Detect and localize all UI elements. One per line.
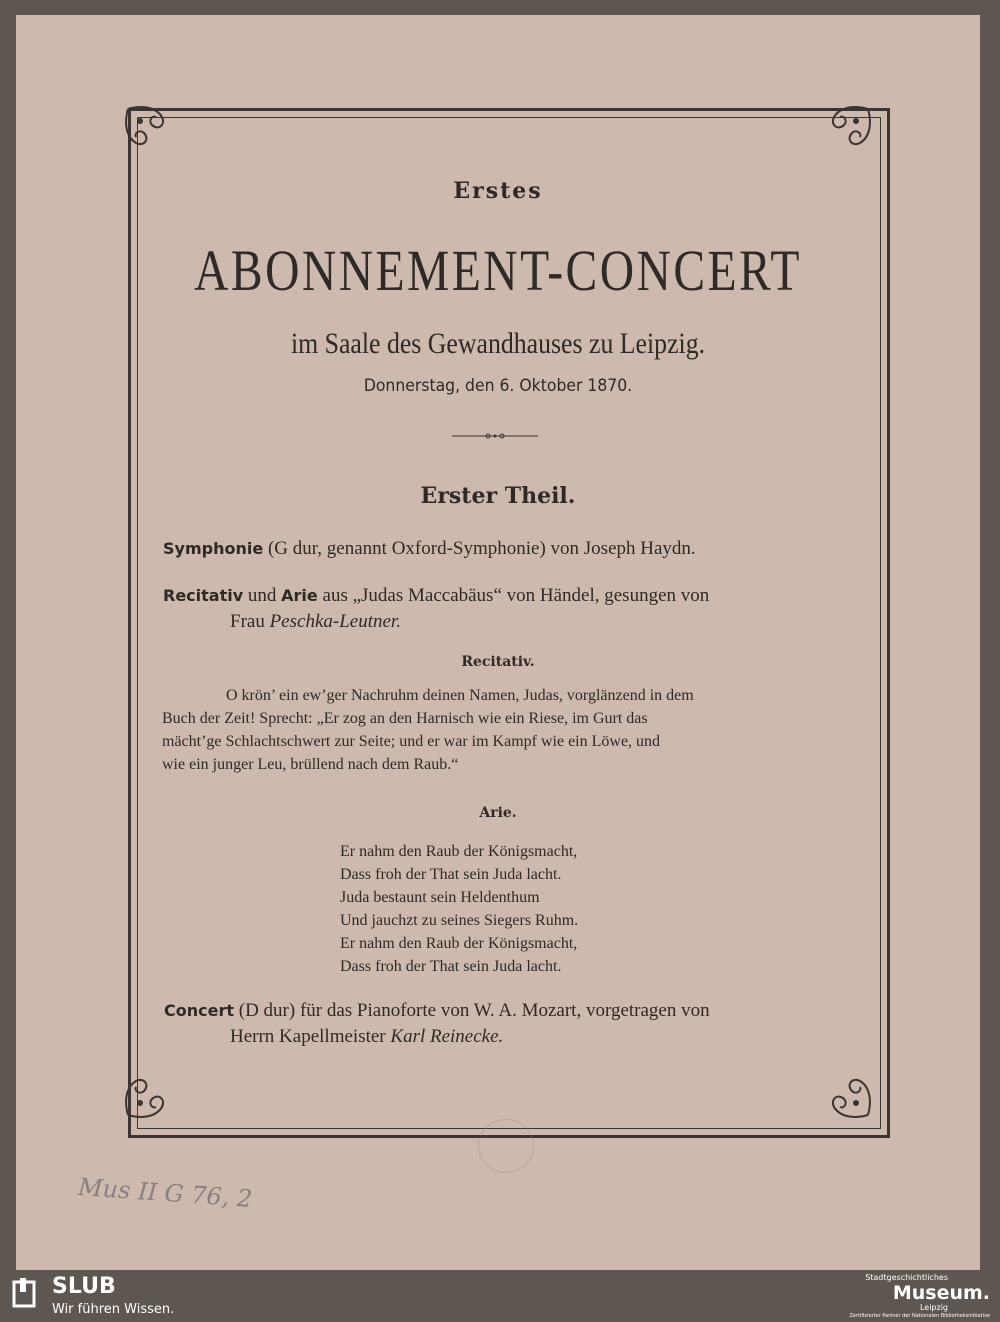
performer-name: Peschka-Leutner. [269,611,401,632]
library-name: SLUB [52,1274,116,1299]
recitativ-line: wie ein junger Leu, brüllend nach dem Raub.“ [162,756,459,773]
recitativ-heading: Recitativ. [461,654,535,670]
performer-prefix: Frau [230,611,270,632]
arie-heading: Arie. [479,805,517,821]
item-text: (G dur, genannt Oxford-Symphonie) von Joseph Haydn. [263,538,696,559]
concert-number: Erstes [453,178,543,204]
program-item-concert [164,1000,710,1022]
arie-line: Er nahm den Raub der Königsmacht, [340,843,578,860]
shelfmark-signature: Mus II G 76, 2 [77,1172,254,1214]
museum-label: Stadtgeschichtliches [865,1273,948,1282]
item-label: Symphonie [163,539,264,558]
document-page [16,15,980,1270]
recitativ-line: O krön’ ein ew’ger Nachruhm deinen Namen, Judas, vorglänzend in dem [226,687,694,704]
embossed-stamp [478,1119,534,1173]
corner-ornament-icon [816,1063,874,1121]
concert-date: Donnerstag, den 6. Oktober 1870. [363,376,633,396]
performer-prefix: Herrn Kapellmeister [230,1026,391,1047]
venue-line: im Saale des Gewandhauses zu Leipzig. [290,327,706,360]
corner-ornament-icon [122,1063,180,1121]
library-tagline: Wir führen Wissen. [52,1302,175,1317]
part-heading: Erster Theil. [420,483,576,509]
museum-logo: Museum. [892,1282,990,1304]
museum-note: Zertifizierter Partner der Nationalen Bibliotheksinitiative [849,1313,990,1319]
corner-ornament-icon [122,103,180,161]
item-label: Arie [281,586,318,605]
recitativ-line: mächt’ge Schlachtschwert zur Seite; und er war im Kampf wie ein Löwe, und [162,733,661,750]
arie-line: Dass froh der That sein Juda lacht. [340,958,562,975]
slub-logo-icon [12,1278,38,1308]
program-item-symphony [163,538,696,560]
performer-name: Karl Reinecke. [390,1026,504,1047]
corner-ornament-icon [816,103,874,161]
program-item-concert-performer [230,1026,503,1048]
arie-line: Er nahm den Raub der Königsmacht, [340,935,578,952]
item-text: aus „Judas Maccabäus“ von Händel, gesungen von [317,585,710,606]
footer-bar [0,1272,1000,1322]
page-title: ABONNEMENT-CONCERT [194,238,802,303]
arie-line: Und jauchzt zu seines Siegers Ruhm. [340,912,579,929]
item-label: Recitativ [163,586,244,605]
item-label: Concert [164,1001,234,1020]
arie-line: Juda bestaunt sein Heldenthum [340,889,540,906]
program-item-aria [163,585,709,607]
ornamental-divider-icon [452,433,538,439]
program-item-aria-performer [230,611,401,633]
museum-city: Leipzig [919,1303,948,1312]
item-text: (D dur) für das Pianoforte von W. A. Mozart, vorgetragen von [234,1000,710,1021]
item-text: und [243,585,282,606]
arie-line: Dass froh der That sein Juda lacht. [340,866,562,883]
recitativ-line: Buch der Zeit! Sprecht: „Er zog an den Harnisch wie ein Riese, im Gurt das [162,710,648,727]
